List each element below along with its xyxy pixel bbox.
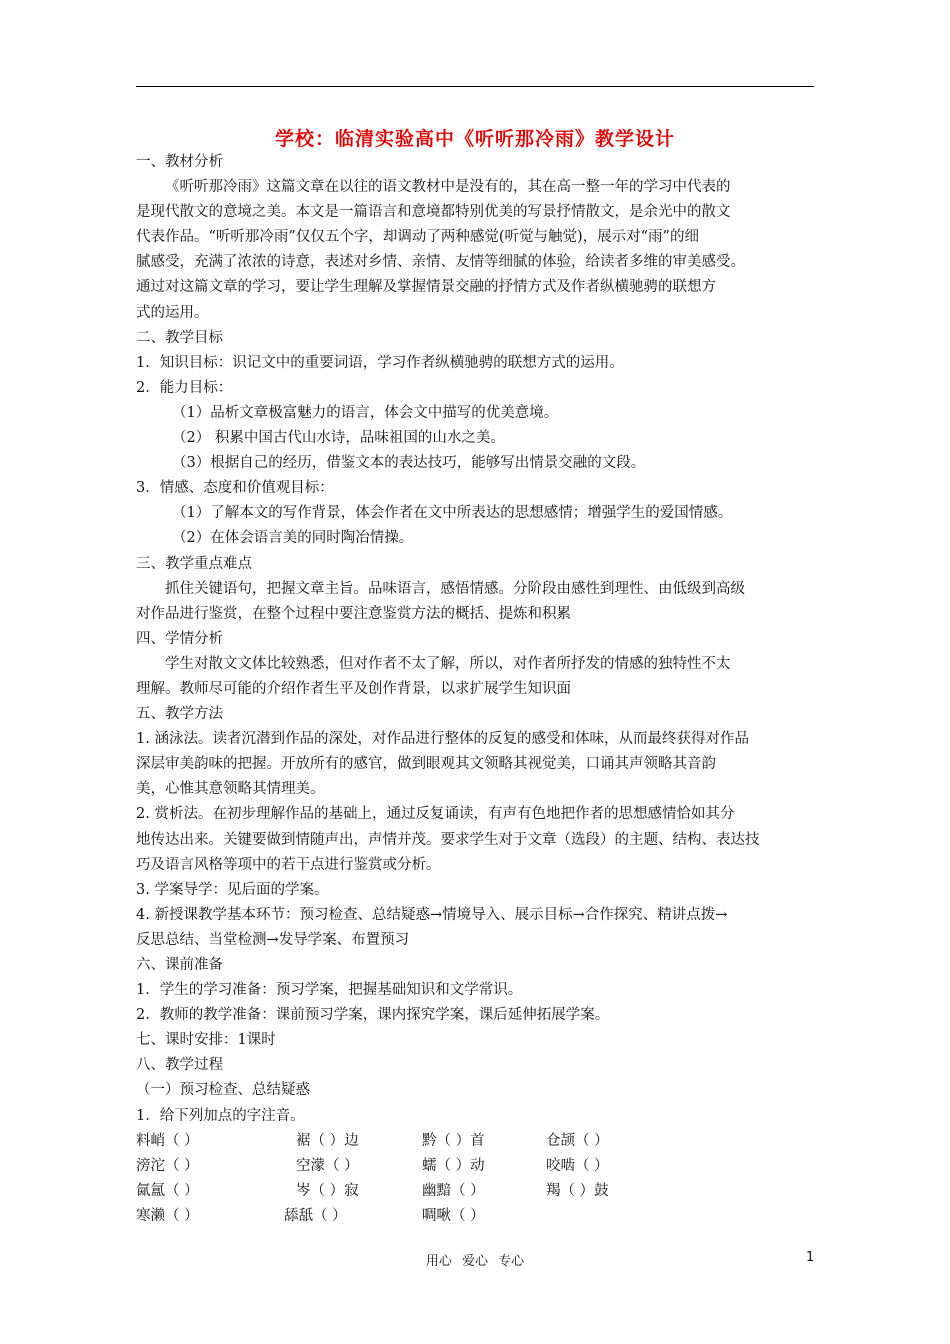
exercise-item: 舔舐（ ） bbox=[284, 1207, 347, 1224]
list-item: 3．情感、态度和价值观目标： bbox=[136, 480, 334, 497]
list-item: 2．教师的教学准备：课前预习学案，课内探究学案，课后延伸拓展学案。 bbox=[136, 1007, 610, 1024]
section-heading: 五、教学方法 bbox=[136, 706, 223, 723]
section-heading: 七、课时安排：1课时 bbox=[136, 1032, 276, 1049]
paragraph bbox=[136, 652, 816, 702]
text-line: 地传达出来。关键要做到情随声出，声情并茂。要求学生对于文章（选段）的主题、结构、表达技 bbox=[136, 831, 760, 848]
exercise-item: 岑（ ）寂 bbox=[296, 1182, 359, 1199]
subsection-heading: （一）预习检查、总结疑惑 bbox=[136, 1082, 310, 1099]
page-footer: 用心 爱心 专心 bbox=[425, 1254, 525, 1269]
text-line: 抓住关键语句，把握文章主旨。品味语言，感悟情感。分阶段由感性到理性、由低级到高级 bbox=[165, 580, 745, 597]
exercise-item: 裾（ ）边 bbox=[296, 1132, 359, 1149]
section-heading: 四、学情分析 bbox=[136, 630, 223, 647]
section-heading: 二、教学目标 bbox=[136, 329, 223, 346]
document-body bbox=[136, 150, 816, 1229]
exercise-row bbox=[136, 1154, 816, 1179]
sub-list-item: （2） 积累中国古代山水诗，品味祖国的山水之美。 bbox=[172, 430, 505, 447]
exercise-item: 黔（ ）首 bbox=[422, 1132, 485, 1149]
list-item: 1．知识目标：识记文中的重要词语，学习作者纵横驰骋的联想方式的运用。 bbox=[136, 354, 624, 371]
sub-list-item: （1）品析文章极富魅力的语言，体会文中描写的优美意境。 bbox=[172, 404, 559, 421]
section-heading: 一、教材分析 bbox=[136, 154, 223, 170]
paragraph bbox=[136, 577, 816, 627]
sub-list-item: （2）在体会语言美的同时陶冶情操。 bbox=[172, 530, 414, 547]
exercise-item: 啁啾（ ） bbox=[422, 1207, 485, 1224]
exercise-item: 咬啮（ ） bbox=[546, 1157, 609, 1174]
text-line: 3. 学案导学：见后面的学案。 bbox=[136, 881, 329, 898]
exercise-item: 滂沱（ ） bbox=[136, 1157, 199, 1174]
exercise-item: 幽黯（ ） bbox=[422, 1182, 485, 1199]
text-line: 腻感受，充满了浓浓的诗意，表述对乡情、亲情、友情等细腻的体验，给读者多维的审美感受。 bbox=[136, 254, 745, 271]
exercise-item: 寒濑（ ） bbox=[136, 1207, 199, 1224]
text-line: 4. 新授课教学基本环节：预习检查、总结疑惑→情境导入、展示目标→合作探究、精讲点拨→ bbox=[136, 906, 728, 923]
exercise-item: 仓颉（ ） bbox=[546, 1132, 609, 1149]
text-line: 代表作品。“听听那冷雨”仅仅五个字，却调动了两种感觉(听觉与触觉)，展示对“雨”的细 bbox=[136, 229, 699, 246]
text-line: 2. 赏析法。在初步理解作品的基础上，通过反复诵读，有声有色地把作者的思想感情恰如其分 bbox=[136, 806, 735, 823]
exercise-item: 氤氲（ ） bbox=[136, 1182, 199, 1199]
text-line: 通过对这篇文章的学习，要让学生理解及掌握情景交融的抒情方式及作者纵横驰骋的联想方 bbox=[136, 279, 716, 296]
exercise-item: 料峭（ ） bbox=[136, 1132, 199, 1149]
text-line: 反思总结、当堂检测→发导学案、布置预习 bbox=[136, 931, 410, 948]
sub-list-item: （1）了解本文的写作背景，体会作者在文中所表达的思想感情；增强学生的爱国情感。 bbox=[172, 505, 733, 522]
text-line: 美，心惟其意领略其情理美。 bbox=[136, 781, 325, 798]
text-line: 1. 涵泳法。读者沉潜到作品的深处，对作品进行整体的反复的感受和体味，从而最终获得对作品 bbox=[136, 731, 749, 748]
text-line: 学生对散文文体比较熟悉，但对作者不太了解，所以，对作者所抒发的情感的独特性不太 bbox=[165, 655, 731, 672]
text-line: 对作品进行鉴赏，在整个过程中要注意鉴赏方法的概括、提炼和积累 bbox=[136, 605, 571, 622]
exercise-item: 蠕（ ）动 bbox=[422, 1157, 485, 1174]
list-item: 1．学生的学习准备：预习学案，把握基础知识和文学常识。 bbox=[136, 982, 523, 999]
section-heading: 六、课前准备 bbox=[136, 957, 223, 973]
section-heading: 三、教学重点难点 bbox=[136, 555, 252, 572]
text-line: 深层审美韵味的把握。开放所有的感官，做到眼观其文领略其视觉美，口诵其声领略其音韵 bbox=[136, 756, 716, 773]
exercise-item: 羯（ ）鼓 bbox=[546, 1182, 609, 1199]
document-title: 学校：临清实验高中《听听那冷雨》教学设计 bbox=[274, 128, 675, 150]
text-line: 理解。教师尽可能的介绍作者生平及创作背景，以求扩展学生知识面 bbox=[136, 680, 571, 697]
sub-list-item: （3）根据自己的经历，借鉴文本的表达技巧，能够写出情景交融的文段。 bbox=[172, 455, 646, 472]
text-line: 式的运用。 bbox=[136, 304, 209, 321]
text-line: 是现代散文的意境之美。本文是一篇语言和意境都特别优美的写景抒情散文，是余光中的散文 bbox=[136, 204, 731, 221]
text-line: 巧及语言风格等项中的若干点进行鉴赏或分析。 bbox=[136, 856, 441, 873]
list-item: 2．能力目标： bbox=[136, 379, 233, 396]
header-rule bbox=[136, 86, 814, 87]
exercise-row bbox=[136, 1179, 816, 1204]
page-number: 1 bbox=[806, 1250, 815, 1265]
exercise-row bbox=[136, 1129, 816, 1154]
exercise-row bbox=[136, 1204, 816, 1229]
question: 1．给下列加点的字注音。 bbox=[136, 1107, 305, 1124]
exercise-item: 空濛（ ） bbox=[296, 1157, 359, 1174]
pinyin-exercise bbox=[136, 1129, 816, 1229]
paragraph bbox=[136, 175, 816, 326]
section-heading: 八、教学过程 bbox=[136, 1057, 223, 1074]
text-line: 《听听那冷雨》这篇文章在以往的语文教材中是没有的，其在高一整一年的学习中代表的 bbox=[165, 179, 731, 196]
